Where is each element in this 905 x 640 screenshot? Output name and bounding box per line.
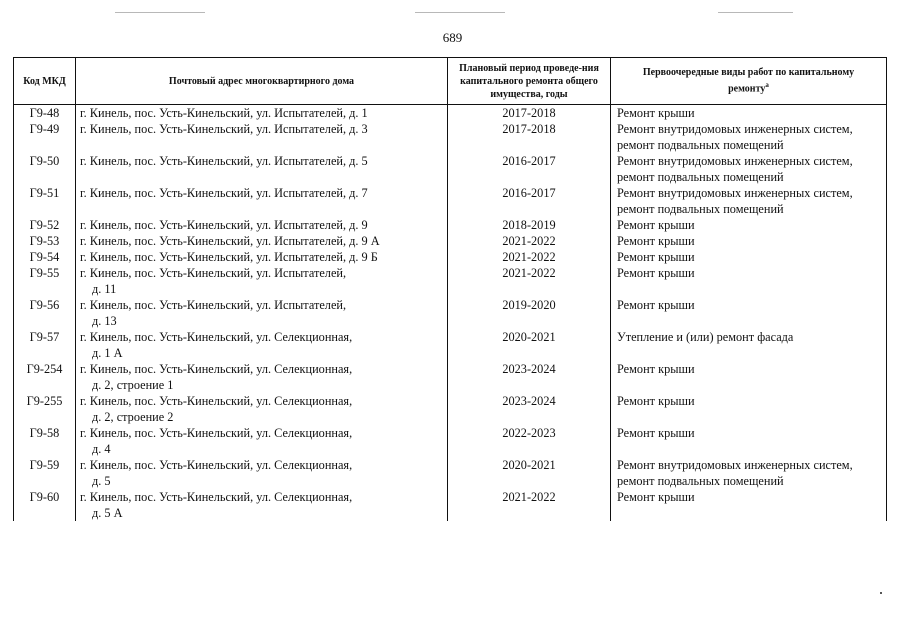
cell-address	[76, 217, 448, 233]
cell-code	[14, 489, 76, 521]
cell-address	[76, 185, 448, 217]
works-line: Ремонт крыши	[617, 394, 695, 408]
works-line: Ремонт крыши	[617, 234, 695, 248]
address-line: д. 5	[92, 474, 111, 488]
cell-address	[76, 249, 448, 265]
header-works	[611, 58, 887, 105]
cell-works	[611, 393, 887, 425]
repair-period: 2021-2022	[502, 266, 556, 280]
table-row	[14, 121, 887, 153]
table-row	[14, 297, 887, 329]
cell-period	[448, 217, 611, 233]
repair-period: 2023-2024	[502, 394, 556, 408]
cell-address	[76, 297, 448, 329]
header-works-label: Первоочередные виды работ по капитальному ремонту	[642, 67, 855, 95]
cell-address	[76, 265, 448, 297]
cell-works	[611, 297, 887, 329]
repair-period: 2018-2019	[502, 218, 556, 232]
cell-works	[611, 185, 887, 217]
cell-period	[448, 105, 611, 122]
repair-period: 2020-2021	[502, 330, 556, 344]
page-number: 689	[442, 30, 463, 45]
cell-period	[448, 297, 611, 329]
cell-period	[448, 361, 611, 393]
cell-code	[14, 457, 76, 489]
address-line: г. Кинель, пос. Усть-Кинельский, ул. Селекционная,	[80, 362, 353, 376]
building-code: Г9-50	[29, 154, 60, 168]
works-line: Ремонт внутридомовых инженерных систем,	[617, 154, 853, 168]
table-row	[14, 153, 887, 185]
address-line: г. Кинель, пос. Усть-Кинельский, ул. Испытателей,	[80, 298, 347, 312]
address-line: г. Кинель, пос. Усть-Кинельский, ул. Испытателей, д. 9 А	[80, 234, 380, 248]
address-line: г. Кинель, пос. Усть-Кинельский, ул. Селекционная,	[80, 490, 353, 504]
cell-works	[611, 361, 887, 393]
cell-code	[14, 249, 76, 265]
cell-works	[611, 249, 887, 265]
cell-period	[448, 393, 611, 425]
cell-code	[14, 265, 76, 297]
address-line: д. 11	[92, 282, 117, 296]
table-row	[14, 425, 887, 457]
scan-speck	[880, 592, 882, 594]
table-row	[14, 329, 887, 361]
table-row	[14, 233, 887, 249]
cell-works	[611, 489, 887, 521]
cell-period	[448, 121, 611, 153]
works-line: ремонт подвальных помещений	[617, 138, 784, 152]
repair-period: 2016-2017	[502, 186, 556, 200]
address-line: д. 1 А	[92, 346, 123, 360]
works-line: Ремонт крыши	[617, 298, 695, 312]
works-line: ремонт подвальных помещений	[617, 202, 784, 216]
table-row	[14, 457, 887, 489]
building-code: Г9-255	[26, 394, 63, 408]
address-line: г. Кинель, пос. Усть-Кинельский, ул. Испытателей,	[80, 266, 347, 280]
table-row	[14, 185, 887, 217]
building-code: Г9-57	[29, 330, 60, 344]
cell-code	[14, 121, 76, 153]
cell-address	[76, 105, 448, 122]
cell-code	[14, 361, 76, 393]
repair-period: 2016-2017	[502, 154, 556, 168]
repair-period: 2017-2018	[502, 106, 556, 120]
header-period: Плановый период проведе-ния капитального ремонта общего имущества, годы	[448, 58, 611, 105]
cell-period	[448, 153, 611, 185]
cell-code	[14, 185, 76, 217]
works-line: ремонт подвальных помещений	[617, 170, 784, 184]
repair-period: 2022-2023	[502, 426, 556, 440]
building-code: Г9-59	[29, 458, 60, 472]
building-code: Г9-51	[29, 186, 60, 200]
building-code: Г9-49	[29, 122, 60, 136]
table-body	[14, 105, 887, 522]
cell-code	[14, 297, 76, 329]
address-line: г. Кинель, пос. Усть-Кинельский, ул. Испытателей, д. 9	[80, 218, 368, 232]
table-row	[14, 361, 887, 393]
housing-registry-table	[13, 57, 887, 521]
repair-period: 2020-2021	[502, 458, 556, 472]
works-line: Ремонт крыши	[617, 266, 695, 280]
repair-period: 2017-2018	[502, 122, 556, 136]
works-line: Ремонт внутридомовых инженерных систем,	[617, 186, 853, 200]
address-line: г. Кинель, пос. Усть-Кинельский, ул. Испытателей, д. 3	[80, 122, 368, 136]
building-code: Г9-48	[29, 106, 60, 120]
header-code: Код МКД	[14, 58, 76, 105]
cell-address	[76, 121, 448, 153]
cell-code	[14, 105, 76, 122]
building-code: Г9-56	[29, 298, 60, 312]
address-line: г. Кинель, пос. Усть-Кинельский, ул. Испытателей, д. 1	[80, 106, 368, 120]
header-works-footnote: а	[765, 81, 769, 90]
address-line: д. 2, строение 1	[92, 378, 174, 392]
table-row	[14, 489, 887, 521]
table-row	[14, 249, 887, 265]
building-code: Г9-254	[26, 362, 63, 376]
cell-period	[448, 425, 611, 457]
cell-works	[611, 217, 887, 233]
works-line: Ремонт крыши	[617, 218, 695, 232]
works-line: Ремонт крыши	[617, 362, 695, 376]
cell-address	[76, 457, 448, 489]
building-code: Г9-54	[29, 250, 60, 264]
repair-period: 2023-2024	[502, 362, 556, 376]
cell-code	[14, 217, 76, 233]
repair-period: 2019-2020	[502, 298, 556, 312]
table-header-row	[14, 58, 887, 105]
building-code: Г9-60	[29, 490, 60, 504]
cell-works	[611, 153, 887, 185]
table-row	[14, 105, 887, 122]
works-line: Ремонт внутридомовых инженерных систем,	[617, 458, 853, 472]
scan-artifact-left	[115, 12, 205, 13]
repair-period: 2021-2022	[502, 490, 556, 504]
works-line: Ремонт внутридомовых инженерных систем,	[617, 122, 853, 136]
address-line: г. Кинель, пос. Усть-Кинельский, ул. Испытателей, д. 7	[80, 186, 368, 200]
address-line: г. Кинель, пос. Усть-Кинельский, ул. Селекционная,	[80, 330, 353, 344]
cell-address	[76, 329, 448, 361]
cell-address	[76, 393, 448, 425]
cell-period	[448, 265, 611, 297]
cell-works	[611, 265, 887, 297]
cell-works	[611, 457, 887, 489]
scan-artifact-right	[718, 12, 793, 13]
cell-address	[76, 489, 448, 521]
building-code: Г9-53	[29, 234, 60, 248]
cell-code	[14, 425, 76, 457]
table-row	[14, 265, 887, 297]
repair-period: 2021-2022	[502, 234, 556, 248]
cell-period	[448, 489, 611, 521]
works-line: ремонт подвальных помещений	[617, 474, 784, 488]
cell-works	[611, 329, 887, 361]
cell-address	[76, 425, 448, 457]
address-line: д. 13	[92, 314, 117, 328]
works-line: Ремонт крыши	[617, 106, 695, 120]
building-code: Г9-55	[29, 266, 60, 280]
table-row	[14, 393, 887, 425]
header-address: Почтовый адрес многоквартирного дома	[76, 58, 448, 105]
cell-period	[448, 185, 611, 217]
building-code: Г9-52	[29, 218, 60, 232]
address-line: г. Кинель, пос. Усть-Кинельский, ул. Селекционная,	[80, 458, 353, 472]
cell-address	[76, 361, 448, 393]
cell-period	[448, 457, 611, 489]
cell-works	[611, 121, 887, 153]
cell-works	[611, 425, 887, 457]
cell-works	[611, 105, 887, 122]
works-line: Ремонт крыши	[617, 490, 695, 504]
address-line: г. Кинель, пос. Усть-Кинельский, ул. Испытателей, д. 9 Б	[80, 250, 378, 264]
address-line: г. Кинель, пос. Усть-Кинельский, ул. Селекционная,	[80, 426, 353, 440]
cell-address	[76, 153, 448, 185]
cell-code	[14, 153, 76, 185]
cell-code	[14, 393, 76, 425]
works-line: Утепление и (или) ремонт фасада	[617, 330, 794, 344]
address-line: г. Кинель, пос. Усть-Кинельский, ул. Селекционная,	[80, 394, 353, 408]
address-line: д. 5 А	[92, 506, 123, 520]
cell-address	[76, 233, 448, 249]
cell-period	[448, 233, 611, 249]
address-line: д. 4	[92, 442, 111, 456]
cell-period	[448, 329, 611, 361]
cell-code	[14, 329, 76, 361]
address-line: г. Кинель, пос. Усть-Кинельский, ул. Испытателей, д. 5	[80, 154, 368, 168]
cell-works	[611, 233, 887, 249]
address-line: д. 2, строение 2	[92, 410, 174, 424]
scan-artifact-center	[415, 12, 505, 13]
table-row	[14, 217, 887, 233]
works-line: Ремонт крыши	[617, 426, 695, 440]
works-line: Ремонт крыши	[617, 250, 695, 264]
cell-code	[14, 233, 76, 249]
repair-period: 2021-2022	[502, 250, 556, 264]
building-code: Г9-58	[29, 426, 60, 440]
cell-period	[448, 249, 611, 265]
